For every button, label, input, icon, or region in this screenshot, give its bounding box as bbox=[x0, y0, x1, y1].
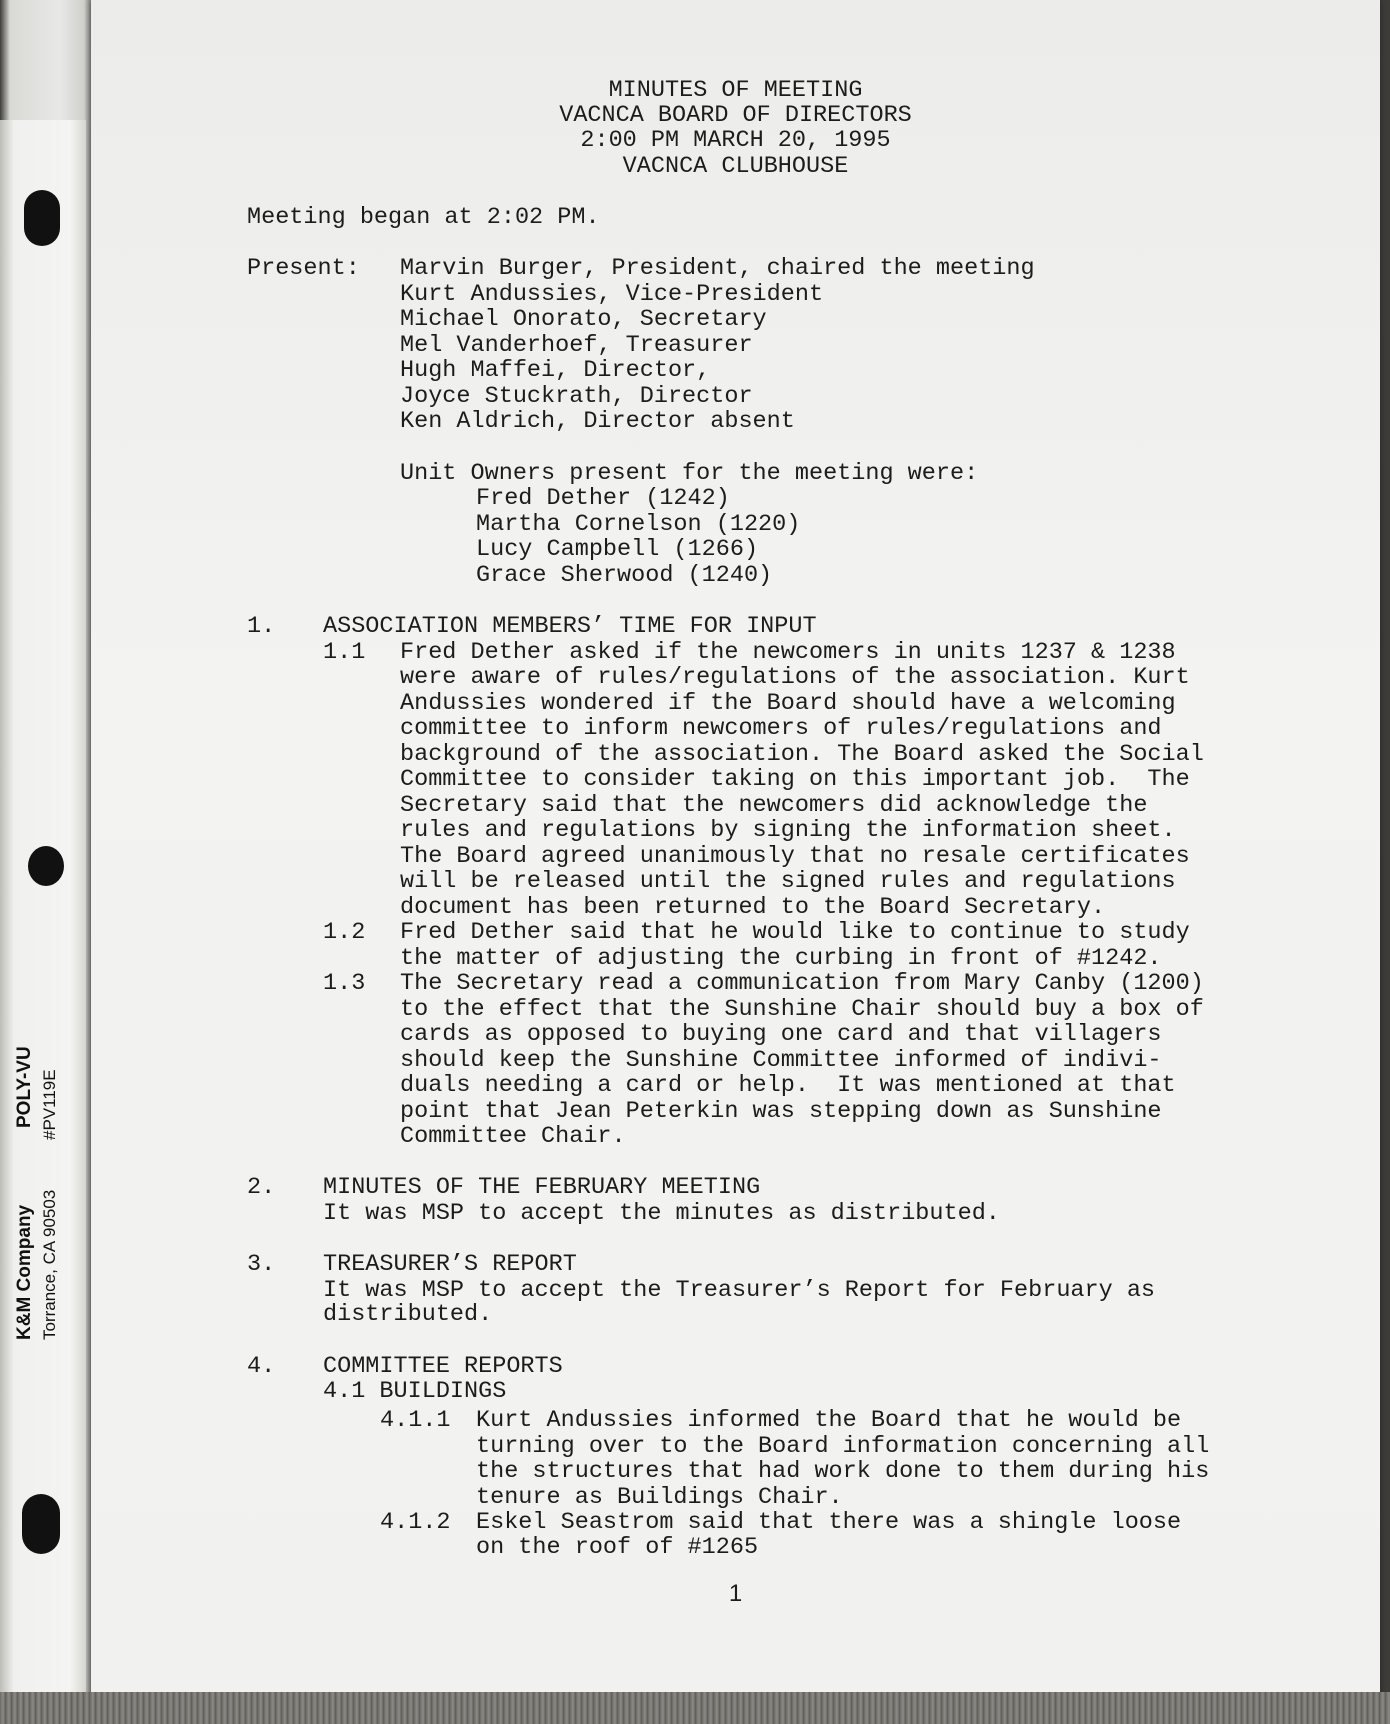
item-4-1-2-line: Eskel Seastrom said that there was a shingle loose bbox=[476, 1509, 1182, 1536]
section-2-body: It was MSP to accept the minutes as distributed. bbox=[323, 1200, 1000, 1227]
member-2: Kurt Andussies, Vice-President bbox=[400, 281, 824, 308]
item-1-1-line: Committee to consider taking on this important job. The bbox=[400, 766, 1190, 793]
brand-product: POLY-VU bbox=[14, 1046, 35, 1128]
item-4-1-1-line: Kurt Andussies informed the Board that he would be bbox=[476, 1407, 1182, 1434]
item-1-3-line: should keep the Sunshine Committee informed of indivi- bbox=[400, 1047, 1162, 1074]
item-1-1-line: Andussies wondered if the Board should have a welcoming bbox=[400, 690, 1176, 717]
brand-company: K&M Company bbox=[14, 1204, 35, 1340]
owner-4: Grace Sherwood (1240) bbox=[476, 562, 773, 589]
member-4: Mel Vanderhoef, Treasurer bbox=[400, 332, 753, 359]
section-1-number: 1. bbox=[247, 613, 276, 640]
header-line-4: VACNCA CLUBHOUSE bbox=[622, 153, 849, 180]
header-line-3: 2:00 PM MARCH 20, 1995 bbox=[580, 127, 891, 154]
brand-code: #PV119E bbox=[40, 1069, 59, 1140]
item-1-1-line: committee to inform newcomers of rules/regulations and bbox=[400, 715, 1162, 742]
owner-1: Fred Dether (1242) bbox=[476, 485, 730, 512]
section-3-body-line: It was MSP to accept the Treasurer’s Report for February as bbox=[323, 1277, 1156, 1304]
item-1-1-line: rules and regulations by signing the information sheet. bbox=[400, 817, 1176, 844]
item-1-3-number: 1.3 bbox=[323, 970, 366, 997]
section-3-title: TREASURER’S REPORT bbox=[323, 1251, 577, 1278]
item-1-3-line: duals needing a card or help. It was mentioned at that bbox=[400, 1072, 1176, 1099]
owner-3: Lucy Campbell (1266) bbox=[476, 536, 759, 563]
item-4-1-1-line: the structures that had work done to them during his bbox=[476, 1458, 1210, 1485]
item-1-3-line: to the effect that the Sunshine Chair should buy a box of bbox=[400, 996, 1204, 1023]
section-4-title: COMMITTEE REPORTS bbox=[323, 1353, 563, 1380]
header-line-1: MINUTES OF MEETING bbox=[608, 77, 863, 104]
item-4-1-2-number: 4.1.2 bbox=[380, 1509, 451, 1536]
item-1-1-line: The Board agreed unanimously that no resale certificates bbox=[400, 843, 1190, 870]
item-4-1-2-line: on the roof of #1265 bbox=[476, 1534, 759, 1561]
binder-hole-top bbox=[24, 190, 60, 246]
section-4-number: 4. bbox=[247, 1353, 276, 1380]
item-1-1-line: background of the association. The Board asked the Social bbox=[400, 741, 1204, 768]
page-number: 1 bbox=[728, 1580, 743, 1607]
item-1-1-line: were aware of rules/regulations of the association. Kurt bbox=[400, 664, 1190, 691]
opening-line: Meeting began at 2:02 PM. bbox=[247, 204, 600, 231]
section-4-subtitle: 4.1 BUILDINGS bbox=[323, 1378, 507, 1405]
sleeve-bottom-edge bbox=[0, 1692, 1390, 1724]
member-6: Joyce Stuckrath, Director bbox=[400, 383, 753, 410]
document-page bbox=[91, 0, 1380, 1700]
member-3: Michael Onorato, Secretary bbox=[400, 306, 767, 333]
item-1-3-line: point that Jean Peterkin was stepping down as Sunshine bbox=[400, 1098, 1162, 1125]
item-1-2-number: 1.2 bbox=[323, 919, 366, 946]
sleeve-brand-label bbox=[8, 1030, 80, 1340]
brand-city: Torrance, CA 90503 bbox=[40, 1189, 59, 1340]
member-1: Marvin Burger, President, chaired the meeting bbox=[400, 255, 1035, 282]
section-2-title: MINUTES OF THE FEBRUARY MEETING bbox=[323, 1174, 761, 1201]
owner-2: Martha Cornelson (1220) bbox=[476, 511, 801, 538]
binding-strip bbox=[0, 120, 86, 1724]
item-1-1-number: 1.1 bbox=[323, 639, 366, 666]
item-1-3-line: Committee Chair. bbox=[400, 1123, 626, 1150]
binder-hole-bottom bbox=[22, 1494, 60, 1554]
item-1-3-line: The Secretary read a communication from Mary Canby (1200) bbox=[400, 970, 1204, 997]
owners-intro: Unit Owners present for the meeting were: bbox=[400, 460, 979, 487]
section-3-body-line: distributed. bbox=[323, 1301, 493, 1328]
item-1-3-line: cards as opposed to buying one card and that villagers bbox=[400, 1021, 1162, 1048]
item-1-2-line: the matter of adjusting the curbing in front of #1242. bbox=[400, 945, 1162, 972]
section-2-number: 2. bbox=[247, 1174, 276, 1201]
item-1-2-line: Fred Dether said that he would like to continue to study bbox=[400, 919, 1190, 946]
item-1-1-line: document has been returned to the Board Secretary. bbox=[400, 894, 1106, 921]
present-label: Present: bbox=[247, 255, 360, 282]
item-1-1-line: Secretary said that the newcomers did acknowledge the bbox=[400, 792, 1148, 819]
section-1-title: ASSOCIATION MEMBERS’ TIME FOR INPUT bbox=[323, 613, 817, 640]
section-3-number: 3. bbox=[247, 1251, 276, 1278]
member-7: Ken Aldrich, Director absent bbox=[400, 408, 795, 435]
item-4-1-1-number: 4.1.1 bbox=[380, 1407, 451, 1434]
item-1-1-line: will be released until the signed rules and regulations bbox=[400, 868, 1176, 895]
binder-hole-middle bbox=[28, 846, 64, 886]
item-4-1-1-line: tenure as Buildings Chair. bbox=[476, 1484, 843, 1511]
member-5: Hugh Maffei, Director, bbox=[400, 357, 711, 384]
header-line-2: VACNCA BOARD OF DIRECTORS bbox=[559, 102, 912, 129]
item-1-1-line: Fred Dether asked if the newcomers in units 1237 & 1238 bbox=[400, 639, 1176, 666]
item-4-1-1-line: turning over to the Board information concerning all bbox=[476, 1433, 1210, 1460]
